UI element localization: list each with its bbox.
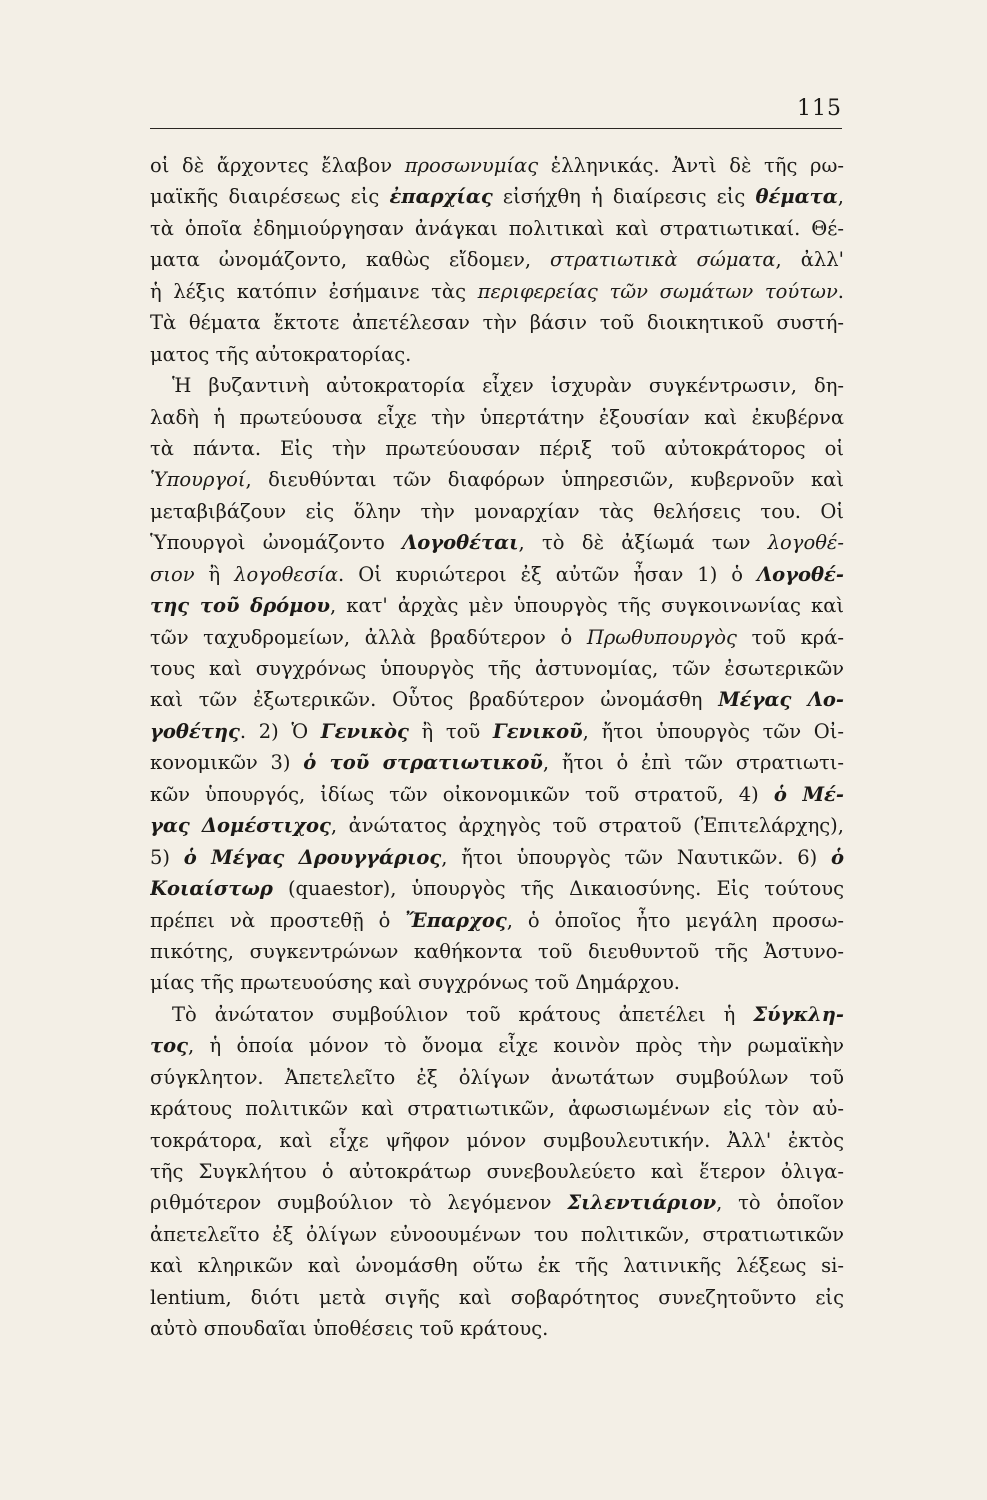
text-line: Κοιαίστωρ (quaestor), ὑπουργὸς τῆς Δικαιοσύνης. Εἰς τούτους [150,877,844,901]
text-line: πρέπει νὰ προστεθῇ ὁ Ἔπαρχος, ὁ ὁποῖος ἦτο μεγάλη προσω- [150,908,844,932]
text-line: της τοῦ δρόμου, κατ' ἀρχὰς μὲν ὑπουργὸς τῆς συγκοινωνίας καὶ [150,594,844,618]
text-line: σύγκλητον. Ἀπετελεῖτο ἐξ ὀλίγων ἀνωτάτων συμβούλων τοῦ [150,1065,844,1089]
text-line: μίας τῆς πρωτευούσης καὶ συγχρόνως τοῦ Δημάρχου. [150,971,681,995]
text-line: τος, ἡ ὁποία μόνον τὸ ὄνομα εἶχε κοινὸν πρὸς τὴν ρωμαϊκὴν [150,1034,844,1058]
text-line: τους καὶ συγχρόνως ὑπουργὸς τῆς ἀστυνομίας, τῶν ἐσωτερικῶν [150,657,844,680]
text-line: Ὑπουργοὶ ὠνομάζοντο Λογοθέται, τὸ δὲ ἀξίωμά των λογοθέ- [150,531,844,555]
text-line: Ἡ βυζαντινὴ αὐτοκρατορία εἶχεν ἰσχυρὰν συγκέντρωσιν, δη- [172,374,844,398]
text-line: κῶν ὑπουργός, ἰδίως τῶν οἰκονομικῶν τοῦ στρατοῦ, 4) ὁ Μέ- [150,782,844,806]
text-line: τὰ ὁποῖα ἐδημιούργησαν ἀνάγκαι πολιτικαὶ καὶ στρατιωτικαί. Θέ- [150,216,844,240]
text-line: καὶ κληρικῶν καὶ ὠνομάσθη οὕτω ἐκ τῆς λατινικῆς λέξεως si- [150,1254,844,1278]
text-line: τὰ πάντα. Εἰς τὴν πρωτεύουσαν πέριξ τοῦ αὐτοκράτορος οἱ [150,436,844,460]
text-line: οἱ δὲ ἄρχοντες ἔλαβον προσωνυμίας ἑλληνικάς. Ἀντὶ δὲ τῆς ρω- [150,154,844,177]
text-line: ἀπετελεῖτο ἐξ ὀλίγων εὐνοουμένων του πολιτικῶν, στρατιωτικῶν [150,1222,844,1246]
text-line: ματος τῆς αὐτοκρατορίας. [150,342,412,366]
text-line: καὶ τῶν ἐξωτερικῶν. Οὗτος βραδύτερον ὠνομάσθη Μέγας Λο- [150,688,844,712]
text-line: γοθέτης. 2) Ὁ Γενικὸς ἢ τοῦ Γενικοῦ, ἤτοι ὑπουργὸς τῶν Οἰ- [150,719,844,743]
header-rule [150,128,842,129]
text-line: λαδὴ ἡ πρωτεύουσα εἶχε τὴν ὑπερτάτην ἐξουσίαν καὶ ἐκυβέρνα [150,405,844,429]
text-line: ἡ λέξις κατόπιν ἐσήμαινε τὰς περιφερείας τῶν σωμάτων τούτων. [150,279,844,303]
text-line: κράτους πολιτικῶν καὶ στρατιωτικῶν, ἀφωσιωμένων εἰς τὸν αὐ- [150,1097,844,1121]
text-line: ματα ὠνομάζοντο, καθὼς εἴδομεν, στρατιωτικὰ σώματα, ἀλλ' [150,248,844,272]
text-line: Τὰ θέματα ἔκτοτε ἀπετέλεσαν τὴν βάσιν τοῦ διοικητικοῦ συστή- [150,311,844,335]
page-body-text [150,150,844,1345]
text-line: τοκράτορα, καὶ εἶχε ψῆφον μόνον συμβουλευτικήν. Ἀλλ' ἐκτὸς [150,1128,844,1152]
text-line: γας Δομέστιχος, ἀνώτατος ἀρχηγὸς τοῦ στρατοῦ (Ἐπιτελάρχης), [150,814,844,838]
text-line: lentium, διότι μετὰ σιγῆς καὶ σοβαρότητος συνεζητοῦντο εἰς [150,1285,844,1309]
text-line: σιον ἢ λογοθεσία. Οἱ κυριώτεροι ἐξ αὐτῶν ἦσαν 1) ὁ Λογοθέ- [150,562,844,586]
text-line: μεταβιβάζουν εἰς ὅλην τὴν μοναρχίαν τὰς θελήσεις του. Οἱ [150,499,844,523]
text-line: κονομικῶν 3) ὁ τοῦ στρατιωτικοῦ, ἤτοι ὁ ἐπὶ τῶν στρατιωτι- [150,751,844,775]
text-line: 5) ὁ Μέγας Δρουγγάριος, ἤτοι ὑπουργὸς τῶν Ναυτικῶν. 6) ὁ [150,845,844,869]
text-line: πικότης, συγκεντρώνων καθήκοντα τοῦ διευθυντοῦ τῆς Ἀστυνο- [150,939,844,963]
text-line: μαϊκῆς διαιρέσεως εἰς ἐπαρχίας εἰσήχθη ἡ διαίρεσις εἰς θέματα, [150,185,844,209]
page-number: 115 [797,96,842,121]
text-line: τῶν ταχυδρομείων, ἀλλὰ βραδύτερον ὁ Πρωθυπουργὸς τοῦ κρά- [150,625,844,649]
text-line: Τὸ ἀνώτατον συμβούλιον τοῦ κράτους ἀπετέλει ἡ Σύγκλη- [172,1002,844,1026]
text-line: Ὑπουργοί, διευθύνται τῶν διαφόρων ὑπηρεσιῶν, κυβερνοῦν καὶ [150,468,844,492]
text-line: τῆς Συγκλήτου ὁ αὐτοκράτωρ συνεβουλεύετο καὶ ἕτερον ὀλιγα- [150,1160,844,1183]
text-line: αὐτὸ σπουδαῖαι ὑποθέσεις τοῦ κράτους. [150,1317,549,1341]
text-line: ριθμότερον συμβούλιον τὸ λεγόμενον Σιλεντιάριον, τὸ ὁποῖον [150,1191,844,1215]
